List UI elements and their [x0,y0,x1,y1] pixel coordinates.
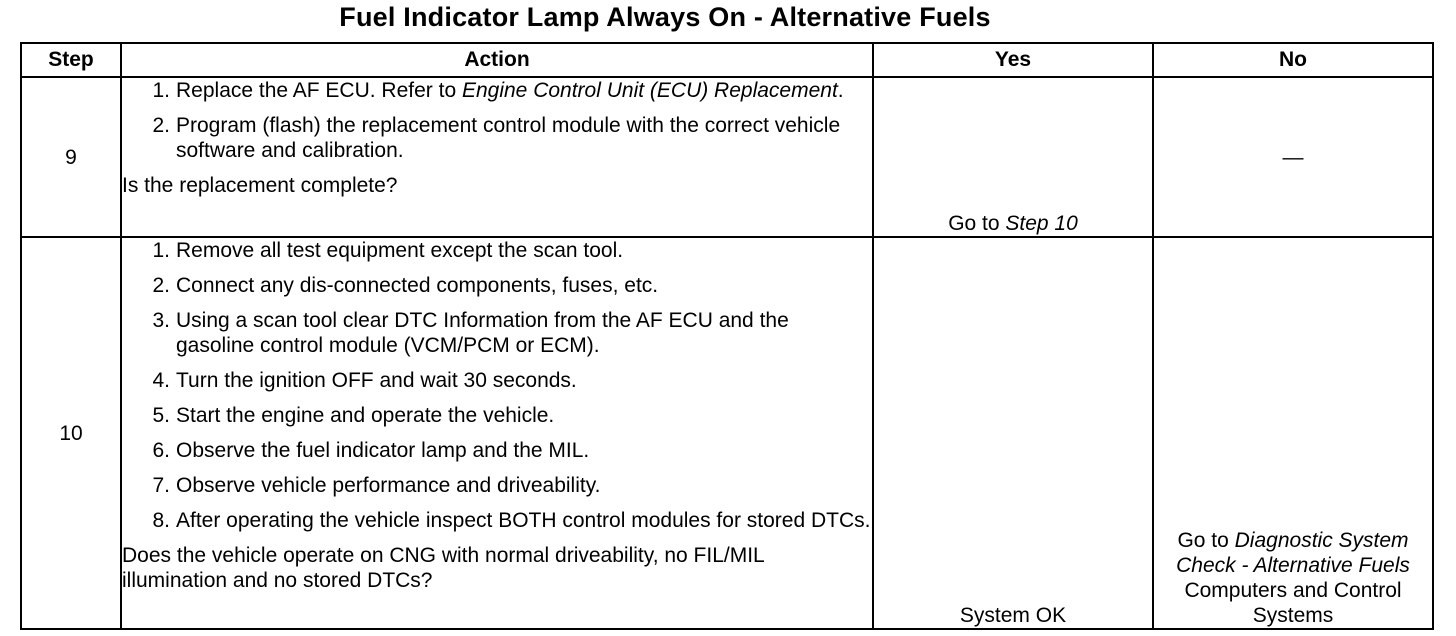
no-reference-section: Computers and Control Systems [1184,579,1402,627]
no-cell: — [1153,77,1433,237]
header-no: No [1153,43,1433,77]
list-item-text: Turn the ignition OFF and wait 30 seconds. [176,369,577,392]
no-text: Go to [1177,529,1235,552]
yes-cell [873,237,1153,629]
list-item-text: Observe vehicle performance and driveability. [176,474,601,497]
list-item-text: Observe the fuel indicator lamp and the MIL. [176,439,590,462]
action-list [122,78,872,163]
list-item-text: After operating the vehicle inspect BOTH control modules for stored DTCs. [176,509,871,532]
list-item-number: 6. [152,439,170,462]
list-item [122,508,872,533]
step-number: 10 [21,237,121,629]
list-item-number: 8. [152,509,170,532]
header-step: Step [21,43,121,77]
no-instruction [1154,528,1432,578]
action-cell [121,237,873,629]
header-yes: Yes [873,43,1153,77]
list-item [122,78,872,103]
action-text-after: . [837,79,844,102]
yes-reference: Step 10 [1005,212,1078,235]
no-cell [1153,237,1433,629]
header-action: Action [121,43,873,77]
list-item-number: 3. [152,309,170,332]
list-item [122,473,872,498]
yes-text: Go to [948,212,1006,235]
table-row-step-9 [21,77,1433,237]
list-item [122,308,872,358]
list-item [122,238,872,263]
list-item-number: 7. [152,474,170,497]
reference-link: Engine Control Unit (ECU) Replacement [461,79,838,102]
list-item-text: Start the engine and operate the vehicle. [176,404,555,427]
step-number: 9 [21,77,121,237]
header-row [21,43,1433,77]
list-item-number: 5. [152,404,170,427]
list-item-text [176,78,872,103]
diagnostic-table [20,42,1434,630]
page-title: Fuel Indicator Lamp Always On - Alternative Fuels [339,2,991,32]
list-item [122,273,872,298]
list-item [122,368,872,393]
list-item-text: Remove all test equipment except the scan tool. [176,239,624,262]
list-item-number: 4. [152,369,170,392]
list-item [122,438,872,463]
list-item-text: Connect any dis-connected components, fuses, etc. [176,274,659,297]
action-cell [121,77,873,237]
table-row-step-10 [21,237,1433,629]
action-text: Replace the AF ECU. Refer to [176,79,462,102]
list-item-text: Program (flash) the replacement control module with the correct vehicle software and calibration. [176,114,841,162]
list-item [122,113,872,163]
list-item-number: 1. [152,79,170,102]
list-item-number: 1. [152,239,170,262]
yes-cell [873,77,1153,237]
list-item-number: 2. [152,114,170,137]
no-reference: Diagnostic System Check - Alternative Fuels [1176,529,1410,577]
action-list [122,238,872,533]
step-question: Does the vehicle operate on CNG with normal driveability, no FIL/MIL illumination and no stored DTCs? [122,544,764,592]
step-question: Is the replacement complete? [122,174,398,197]
list-item-number: 2. [152,274,170,297]
list-item [122,403,872,428]
list-item-text: Using a scan tool clear DTC Information from the AF ECU and the gasoline control module (VCM/PCM or ECM). [176,309,789,357]
yes-text: System OK [959,604,1067,627]
